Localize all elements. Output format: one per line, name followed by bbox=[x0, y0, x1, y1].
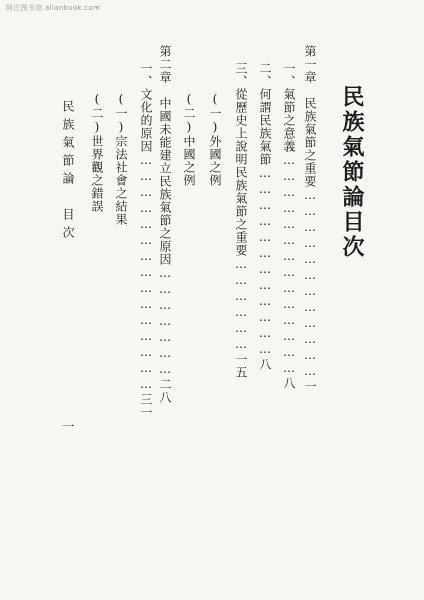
dot-leader: ……………………………… bbox=[258, 166, 272, 358]
entry-label: 第一章 民族氣節之重要 bbox=[303, 45, 317, 188]
toc-entry bbox=[113, 92, 130, 226]
toc-entry bbox=[281, 62, 298, 390]
entry-page: 一 bbox=[303, 380, 317, 393]
dot-leader: ……………… bbox=[234, 257, 248, 353]
toc-entry bbox=[302, 45, 319, 393]
entry-label: (一)宗法社會之結果 bbox=[114, 92, 128, 226]
dot-leader: ………………… bbox=[158, 266, 172, 378]
entry-label: (二)中國之例 bbox=[182, 92, 196, 187]
entry-page: 三一 bbox=[139, 393, 153, 419]
page-number: 一 bbox=[61, 420, 75, 432]
entry-label: 一、文化的原因 bbox=[139, 62, 153, 153]
entry-label: 第二章 中國未能建立民族氣節之原因 bbox=[158, 45, 172, 266]
dot-leader: …………………………………… bbox=[282, 153, 296, 377]
entry-label: (一)外國之例 bbox=[208, 92, 222, 187]
toc-entry bbox=[138, 62, 155, 419]
running-title: 民族氣節論 目次 bbox=[61, 100, 75, 244]
dot-leader: ……………………………… bbox=[303, 188, 317, 380]
watermark: 阿庄图书馆 alianbook.com bbox=[6, 4, 101, 12]
toc-entry bbox=[157, 45, 174, 404]
toc-entry bbox=[89, 92, 106, 213]
dot-leader: ……………………………………… bbox=[139, 153, 153, 393]
entry-page: 八 bbox=[282, 377, 296, 390]
entry-page: 八 bbox=[258, 358, 272, 371]
entry-page: 二八 bbox=[158, 378, 172, 404]
toc-entry bbox=[181, 92, 198, 187]
entry-label: 三、從歷史上說明民族氣節之重要 bbox=[234, 62, 248, 257]
entry-label: (二)世界觀之錯誤 bbox=[90, 92, 104, 213]
entry-page: 一五 bbox=[234, 353, 248, 379]
toc-title: 民族氣節論目次 bbox=[339, 85, 365, 260]
toc-entry bbox=[233, 62, 250, 379]
entry-label: 二、何謂民族氣節 bbox=[258, 62, 272, 166]
toc-entry bbox=[207, 92, 224, 187]
toc-entry bbox=[257, 62, 274, 371]
entry-label: 一、氣節之意義 bbox=[282, 62, 296, 153]
